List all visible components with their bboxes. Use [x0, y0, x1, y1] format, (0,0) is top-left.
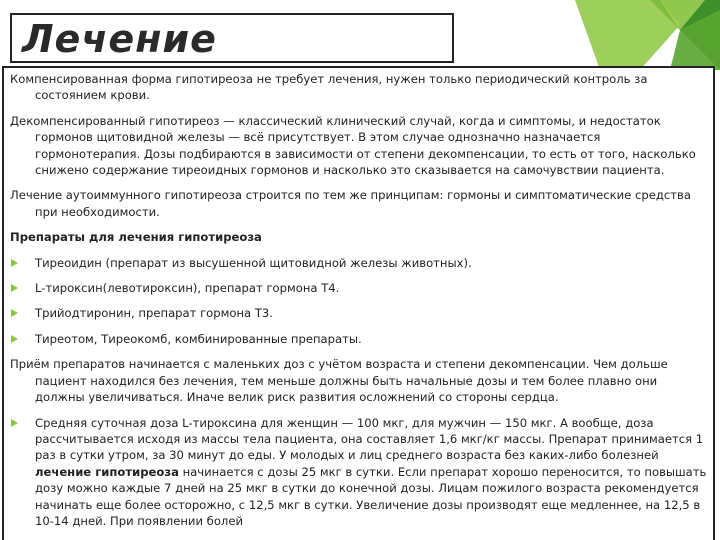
drug-item [10, 280, 707, 296]
content-panel [2, 66, 715, 540]
drug-item-label: Тиреоидин (препарат из высушенной щитовидной железы животных). [35, 255, 472, 270]
triangle-bullet-icon [11, 259, 18, 267]
triangle-bullet-icon [11, 419, 18, 427]
drug-item-label: Трийодтиронин, препарат гормона Т3. [35, 306, 273, 321]
paragraph-dosing: Приём препаратов начинается с маленьких доз с учётом возраста и степени декомпенсации. Чем дольше пациент находился без лечения, тем меньше должны быть начальные дозы и тем более плавно они должны увеличиваться. Иначе велик риск развития осложнений со стороны сердца. [10, 357, 668, 405]
paragraph-autoimmune: Лечение аутоиммунного гипотиреоза строится по тем же принципам: гормоны и симптоматические средства при необходимости. [10, 188, 691, 219]
dosage-item [10, 415, 707, 530]
dosage-text-part1: Средняя суточная доза L-тироксина для женщин — 100 мкг, для мужчин — 150 мкг. А вообще, доза рассчитывается исходя из массы тела пациента, она составляет 1,6 мкг/кг массы. Препарат принимается 1 раз в сутки утром, за 30 минут до еды. У молодых и лиц среднего возраста без каких-либо болезней [35, 415, 704, 463]
drug-item [10, 331, 707, 347]
dosage-text-bold: лечение гипотиреоза [35, 464, 179, 479]
title-box [10, 13, 454, 63]
drug-item [10, 255, 707, 271]
drug-item-label: L-тироксин(левотироксин), препарат гормона Т4. [35, 281, 340, 296]
triangle-bullet-icon [11, 335, 18, 343]
paragraph-compensated: Компенсированная форма гипотиреоза не требует лечения, нужен только периодический контроль за состоянием крови. [10, 72, 648, 103]
triangle-bullet-icon [11, 309, 18, 317]
drug-item-label: Тиреотом, Тиреокомб, комбинированные препараты. [35, 331, 362, 346]
page-title: Лечение [22, 17, 217, 61]
paragraph-decompensated: Декомпенсированный гипотиреоз — классический клинический случай, когда и симптомы, и недостаток гормонов щитовидной железы — всё присутствует. В этом случае однозначно назначается гормонотерапия. Дозы подбираются в зависимости от степени декомпенсации, то есть от того, насколько снижено содержание тиреоидных гормонов и насколько это сказывается на самочувствии пациента. [10, 113, 696, 178]
decorative-green-shapes [530, 0, 720, 70]
drug-item [10, 305, 707, 321]
drugs-heading: Препараты для лечения гипотиреоза [10, 230, 262, 245]
dosage-text-part2: начинается с дозы 25 мкг в сутки. Если препарат хорошо переносится, то повышать дозу можно каждые 7 дней на 25 мкг в сутки до конечной дозы. Лицам пожилого возраста рекомендуется начинать еще более осторожно, с 12,5 мкг в сутки. Увеличение дозы производят еще медленнее, на 12,5 в 10-14 дней. При появлении болей [35, 464, 707, 528]
triangle-bullet-icon [11, 284, 18, 292]
